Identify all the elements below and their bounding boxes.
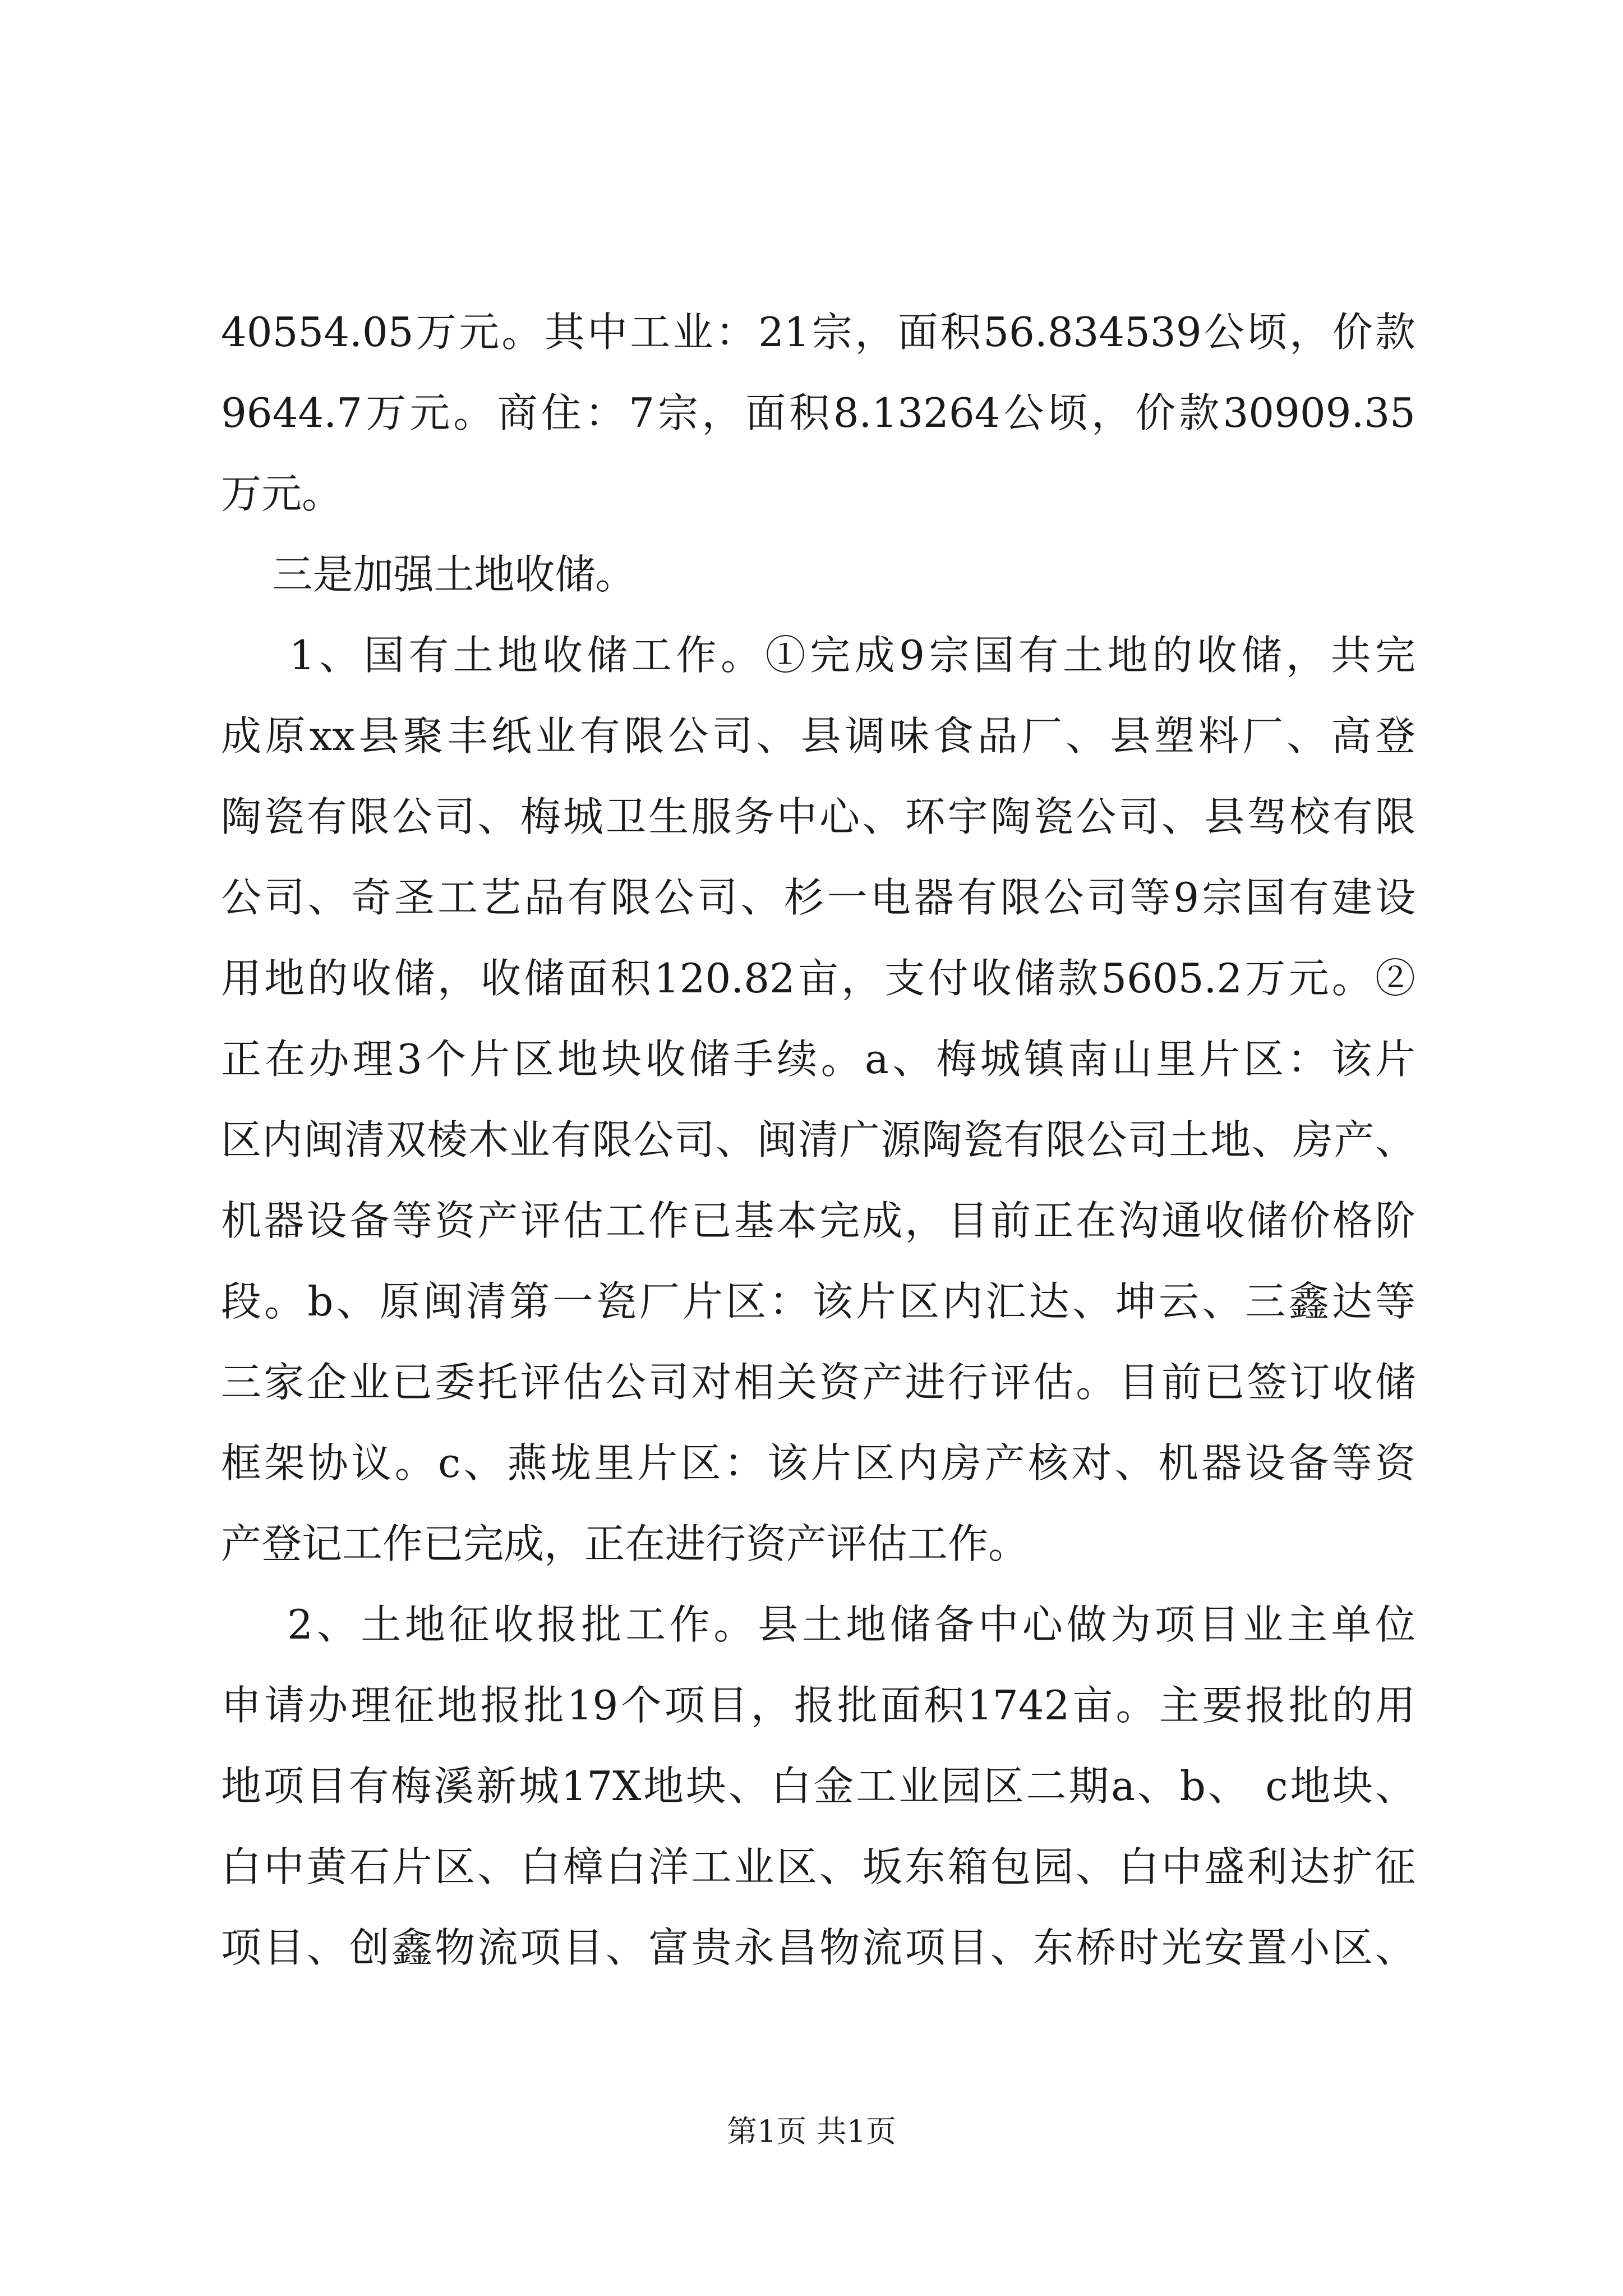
text-line: 地项目有梅溪新城17X地块、白金工业园区二期a、b、 c地块、 (221, 1763, 1415, 1810)
section-heading: 三是加强土地收储。 (221, 551, 636, 598)
text-line: 用地的收储，收储面积120.82亩，支付收储款5605.2万元。② (221, 955, 1415, 1002)
document-body (221, 292, 1415, 1988)
text-line: 正在办理3个片区地块收储手续。a、梅城镇南山里片区：该片 (221, 1036, 1415, 1083)
text-line: 机器设备等资产评估工作已基本完成，目前正在沟通收储价格阶 (221, 1197, 1415, 1244)
text-line: 2、土地征收报批工作。县土地储备中心做为项目业主单位 (221, 1601, 1415, 1648)
text-line: 段。b、原闽清第一瓷厂片区：该片区内汇达、坤云、三鑫达等 (221, 1278, 1415, 1325)
text-line: 项目、创鑫物流项目、富贵永昌物流项目、东桥时光安置小区、 (221, 1924, 1415, 1971)
text-line: 成原xx县聚丰纸业有限公司、县调味食品厂、县塑料厂、高登 (221, 712, 1415, 760)
text-line: 1、国有土地收储工作。①完成9宗国有土地的收储，共完 (221, 632, 1415, 679)
text-line: 9644.7万元。商住：7宗，面积8.13264公顷，价款30909.35 (221, 389, 1415, 436)
text-line: 万元。 (221, 470, 343, 517)
text-line: 申请办理征地报批19个项目，报批面积1742亩。主要报批的用 (221, 1682, 1415, 1729)
text-line: 三家企业已委托评估公司对相关资产进行评估。目前已签订收储 (221, 1359, 1415, 1406)
text-line: 产登记工作已完成，正在进行资产评估工作。 (221, 1520, 1029, 1567)
page-number: 第1页 共1页 (727, 2114, 896, 2149)
text-line: 框架协议。c、燕垅里片区：该片区内房产核对、机器设备等资 (221, 1439, 1415, 1487)
text-line: 公司、奇圣工艺品有限公司、杉一电器有限公司等9宗国有建设 (221, 874, 1415, 921)
page-footer (0, 2109, 1623, 2154)
text-line: 40554.05万元。其中工业：21宗，面积56.834539公顷，价款 (221, 309, 1415, 356)
text-line: 白中黄石片区、白樟白洋工业区、坂东箱包园、白中盛利达扩征 (221, 1843, 1415, 1890)
text-line: 区内闽清双棱木业有限公司、闽清广源陶瓷有限公司土地、房产、 (221, 1116, 1415, 1163)
text-line: 陶瓷有限公司、梅城卫生服务中心、环宇陶瓷公司、县驾校有限 (221, 793, 1415, 840)
